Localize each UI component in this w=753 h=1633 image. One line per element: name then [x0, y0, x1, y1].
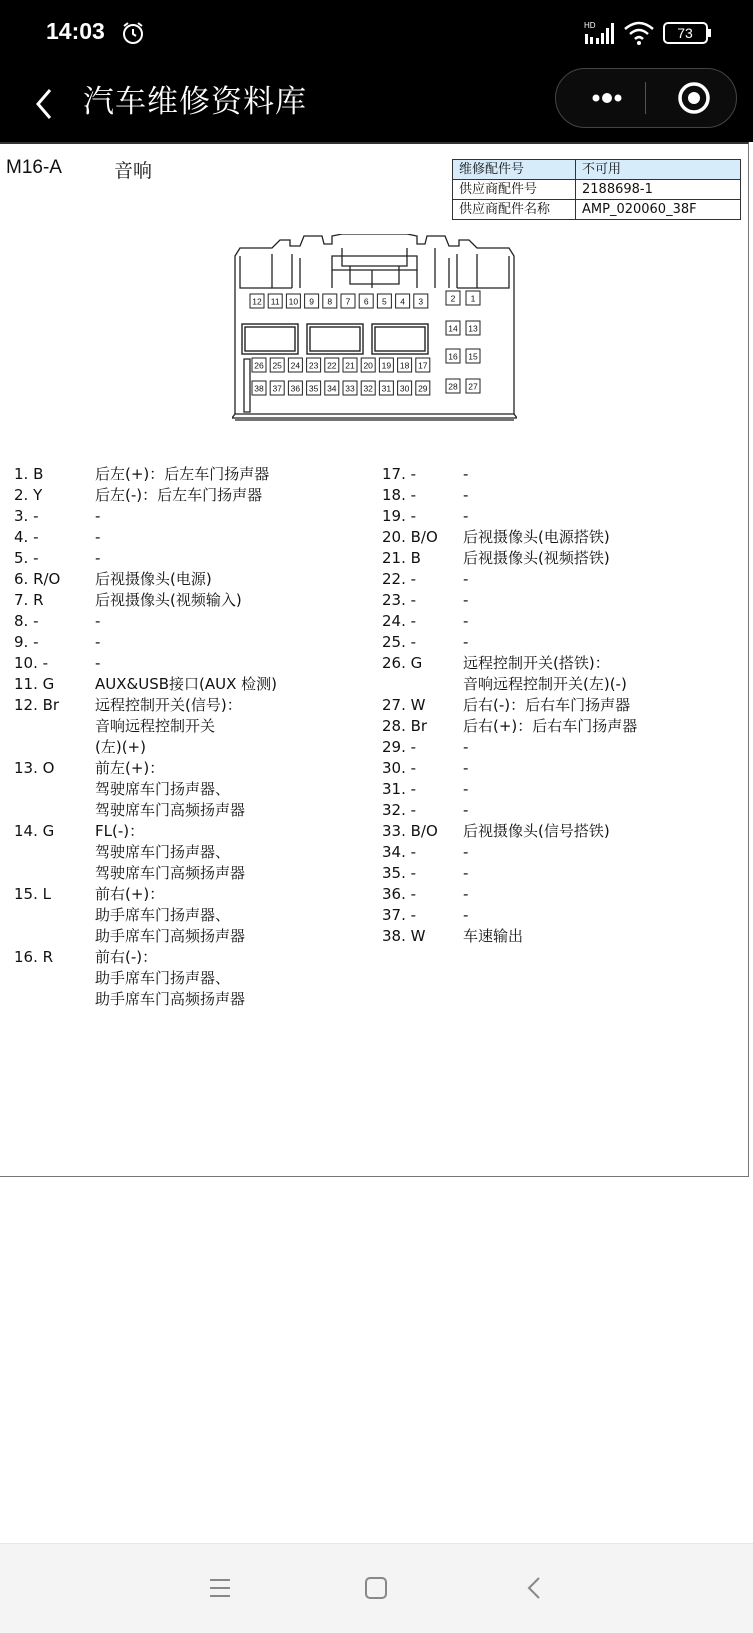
pin-row [382, 821, 742, 842]
part-info-table [452, 159, 741, 220]
pin-number: 37. - [382, 906, 417, 924]
info-value: AMP_020060_38F [576, 200, 741, 220]
pin-number: 35. - [382, 864, 417, 882]
pin-number: 8. - [14, 612, 39, 630]
pin-number: 36. - [382, 885, 417, 903]
info-value: 不可用 [576, 160, 741, 180]
connector-pin-label: 34 [327, 383, 337, 394]
connector-pin-label: 29 [418, 383, 428, 394]
pin-row [382, 779, 742, 800]
pin-description: - [463, 465, 469, 483]
pin-description: - [463, 507, 469, 525]
pin-row [382, 590, 742, 611]
pin-row [14, 569, 364, 590]
connector-pin-label: 37 [272, 383, 282, 394]
pin-number: 21. B [382, 549, 421, 567]
pin-number: 28. Br [382, 717, 428, 735]
pin-number: 19. - [382, 507, 417, 525]
pin-description: - [463, 612, 469, 630]
pin-number: 33. B/O [382, 822, 438, 840]
back-button[interactable] [26, 80, 66, 128]
pin-row [14, 653, 364, 674]
pin-number: 11. G [14, 675, 55, 693]
connector-pin-label: 18 [399, 360, 410, 371]
page-title: 汽车维修资料库 [83, 84, 307, 120]
connector-pin-label: 20 [363, 360, 373, 371]
pin-description: - [95, 507, 101, 525]
pin-number: 15. L [14, 885, 51, 903]
status-time: 14:03 [46, 18, 105, 44]
pin-number: 18. - [382, 486, 417, 504]
more-button[interactable] [576, 77, 636, 119]
connector-pin-label: 6 [363, 296, 369, 307]
pin-number: 16. R [14, 948, 54, 966]
connector-pin-label: 2 [450, 293, 456, 304]
pin-description: - [95, 528, 101, 546]
pin-number: 20. B/O [382, 528, 438, 546]
target-circle-icon [664, 77, 724, 119]
connector-pin-label: 24 [290, 360, 301, 371]
battery-level: 73 [677, 25, 693, 41]
pin-number: 2. Y [14, 486, 43, 504]
pin-description: 远程控制开关(搭铁)： 音响远程控制开关(左)(-) [463, 654, 627, 693]
connector-pin-label: 16 [448, 351, 458, 362]
connector-pin-label: 5 [382, 296, 387, 307]
connector-document [0, 142, 749, 1177]
info-value: 2188698-1 [576, 180, 741, 200]
battery-icon [663, 21, 713, 49]
pin-number: 4. - [14, 528, 39, 546]
info-row [453, 180, 741, 200]
pin-description: 前右(-)： 助手席车门扬声器、 助手席车门高频扬声器 [95, 948, 246, 1008]
chevron-left-icon [26, 80, 66, 128]
connector-pin-label: 31 [381, 383, 392, 394]
pin-row [14, 947, 364, 1010]
nav-bar [0, 66, 753, 142]
connector-pin-label: 9 [309, 296, 314, 307]
home-button[interactable] [356, 1568, 396, 1608]
pin-row [14, 758, 364, 821]
pin-row [14, 527, 364, 548]
mini-program-capsule [555, 68, 737, 128]
pin-number: 27. W [382, 696, 426, 714]
connector-pin-label: 35 [308, 383, 319, 394]
pin-description: 后视摄像头(视频搭铁) [463, 549, 610, 567]
pin-description: - [463, 486, 469, 504]
pin-description: 后右(+)：后右车门扬声器 [463, 717, 638, 735]
connector-pin-label: 27 [468, 381, 478, 392]
connector-pin-label: 25 [272, 360, 282, 371]
pin-description: - [95, 633, 101, 651]
connector-pin-label: 11 [270, 296, 280, 307]
network-label: HD [584, 21, 596, 30]
pin-row [382, 800, 742, 821]
alarm-icon [120, 20, 146, 50]
pin-number: 24. - [382, 612, 417, 630]
connector-pin-label: 7 [345, 296, 351, 307]
close-miniprogram-button[interactable] [664, 77, 724, 119]
pin-description: 后左(-)：后左车门扬声器 [95, 486, 263, 504]
connector-pin-label: 26 [254, 360, 264, 371]
menu-icon [200, 1568, 240, 1608]
connector-pin-label: 15 [468, 351, 478, 362]
connector-pin-label: 17 [418, 360, 428, 371]
system-nav-bar [0, 1543, 753, 1633]
connector-pin-label: 38 [254, 383, 264, 394]
pin-number: 23. - [382, 591, 417, 609]
connector-pin-label: 36 [290, 383, 301, 394]
connector-pin-label: 21 [345, 360, 355, 371]
pin-description: - [463, 843, 469, 861]
pin-row [14, 485, 364, 506]
pin-description: 后视摄像头(信号搭铁) [463, 822, 610, 840]
pin-row [382, 653, 742, 695]
connector-pin-label: 19 [381, 360, 392, 371]
connector-pin-label: 14 [448, 323, 458, 334]
pin-description: - [463, 801, 469, 819]
info-row [453, 200, 741, 220]
pin-row [382, 863, 742, 884]
pin-number: 26. G [382, 654, 423, 672]
pin-row [14, 590, 364, 611]
pin-row [382, 842, 742, 863]
pin-description: 前右(+)： 助手席车门扬声器、 助手席车门高频扬声器 [95, 885, 246, 945]
connector-pin-label: 13 [468, 323, 478, 334]
signal-icon [584, 20, 616, 50]
pin-description: - [463, 906, 469, 924]
pin-description: - [95, 654, 101, 672]
system-back-button[interactable] [514, 1568, 554, 1608]
info-row [453, 160, 741, 180]
pin-row [382, 464, 742, 485]
pin-number: 32. - [382, 801, 417, 819]
pin-number: 7. R [14, 591, 44, 609]
connector-pin-label: 8 [327, 296, 333, 307]
home-icon [356, 1568, 396, 1608]
pin-number: 34. - [382, 843, 417, 861]
connector-name: 音响 [114, 160, 153, 182]
pin-description: - [463, 780, 469, 798]
connector-pin-label: 22 [327, 360, 337, 371]
connector-pin-label: 33 [345, 383, 355, 394]
pin-description: - [463, 885, 469, 903]
pin-row [382, 737, 742, 758]
pin-number: 12. Br [14, 696, 60, 714]
pin-description: - [95, 549, 101, 567]
pin-number: 1. B [14, 465, 44, 483]
pin-row [382, 632, 742, 653]
connector-pin-label: 3 [418, 296, 424, 307]
pin-description: AUX&USB接口(AUX 检测) [95, 675, 277, 693]
connector-pin-label: 32 [363, 383, 373, 394]
connector-pin-label: 1 [470, 293, 476, 304]
pin-number: 9. - [14, 633, 39, 651]
pin-description: - [95, 612, 101, 630]
connector-diagram [232, 234, 517, 429]
info-key: 维修配件号 [453, 160, 576, 180]
pin-description: 后视摄像头(视频输入) [95, 591, 242, 609]
pin-description: - [463, 633, 469, 651]
pin-row [14, 548, 364, 569]
pin-description: 后视摄像头(电源搭铁) [463, 528, 610, 546]
pin-number: 13. O [14, 759, 55, 777]
pin-description: 后右(-)：后右车门扬声器 [463, 696, 631, 714]
pin-row [382, 569, 742, 590]
pin-number: 25. - [382, 633, 417, 651]
pin-description: - [463, 864, 469, 882]
pin-description: 前左(+)： 驾驶席车门扬声器、 驾驶席车门高频扬声器 [95, 759, 246, 819]
pin-row [382, 758, 742, 779]
connector-pin-label: 30 [399, 383, 410, 394]
pin-row [14, 464, 364, 485]
wifi-icon [623, 20, 655, 50]
pin-number: 6. R/O [14, 570, 61, 588]
pin-row [382, 716, 742, 737]
connector-pin-label: 23 [308, 360, 319, 371]
more-dots-icon [576, 77, 636, 119]
pin-row [14, 674, 364, 695]
connector-pin-label: 4 [400, 296, 405, 307]
pin-number: 22. - [382, 570, 417, 588]
connector-pin-label: 12 [252, 296, 262, 307]
pin-row [382, 926, 742, 947]
pin-row [382, 884, 742, 905]
back-icon [514, 1568, 554, 1608]
menu-button[interactable] [200, 1568, 240, 1608]
pin-row [382, 905, 742, 926]
pin-description: - [463, 591, 469, 609]
pin-number: 17. - [382, 465, 417, 483]
pin-description: 远程控制开关(信号)： 音响远程控制开关 (左)(+) [95, 696, 242, 756]
pin-row [382, 485, 742, 506]
pin-description: - [463, 738, 469, 756]
pin-row [382, 548, 742, 569]
pin-number: 38. W [382, 927, 426, 945]
info-key: 供应商配件号 [453, 180, 576, 200]
pin-number: 29. - [382, 738, 417, 756]
pin-description: 后左(+)：后左车门扬声器 [95, 465, 270, 483]
pin-row [14, 821, 364, 884]
pin-row [14, 884, 364, 947]
pin-description: FL(-)： 驾驶席车门扬声器、 驾驶席车门高频扬声器 [95, 822, 246, 882]
pin-row [382, 611, 742, 632]
pin-number: 31. - [382, 780, 417, 798]
pin-row [14, 506, 364, 527]
pin-number: 3. - [14, 507, 39, 525]
pin-list-right [382, 464, 742, 947]
pin-number: 14. G [14, 822, 55, 840]
pin-row [14, 695, 364, 758]
pin-description: 车速输出 [463, 927, 524, 945]
pin-number: 30. - [382, 759, 417, 777]
pin-description: 后视摄像头(电源) [95, 570, 212, 588]
pin-row [382, 506, 742, 527]
pin-description: - [463, 759, 469, 777]
info-key: 供应商配件名称 [453, 200, 576, 220]
connector-pin-label: 10 [288, 296, 299, 307]
pin-number: 5. - [14, 549, 39, 567]
capsule-divider [645, 82, 646, 114]
pin-row [14, 611, 364, 632]
pin-description: - [463, 570, 469, 588]
connector-pin-label: 28 [448, 381, 458, 392]
status-bar [0, 0, 753, 66]
pin-row [382, 527, 742, 548]
connector-code: M16-A [6, 157, 62, 178]
pin-row [382, 695, 742, 716]
pin-row [14, 632, 364, 653]
pin-number: 10. - [14, 654, 49, 672]
pin-list-left [14, 464, 364, 1010]
